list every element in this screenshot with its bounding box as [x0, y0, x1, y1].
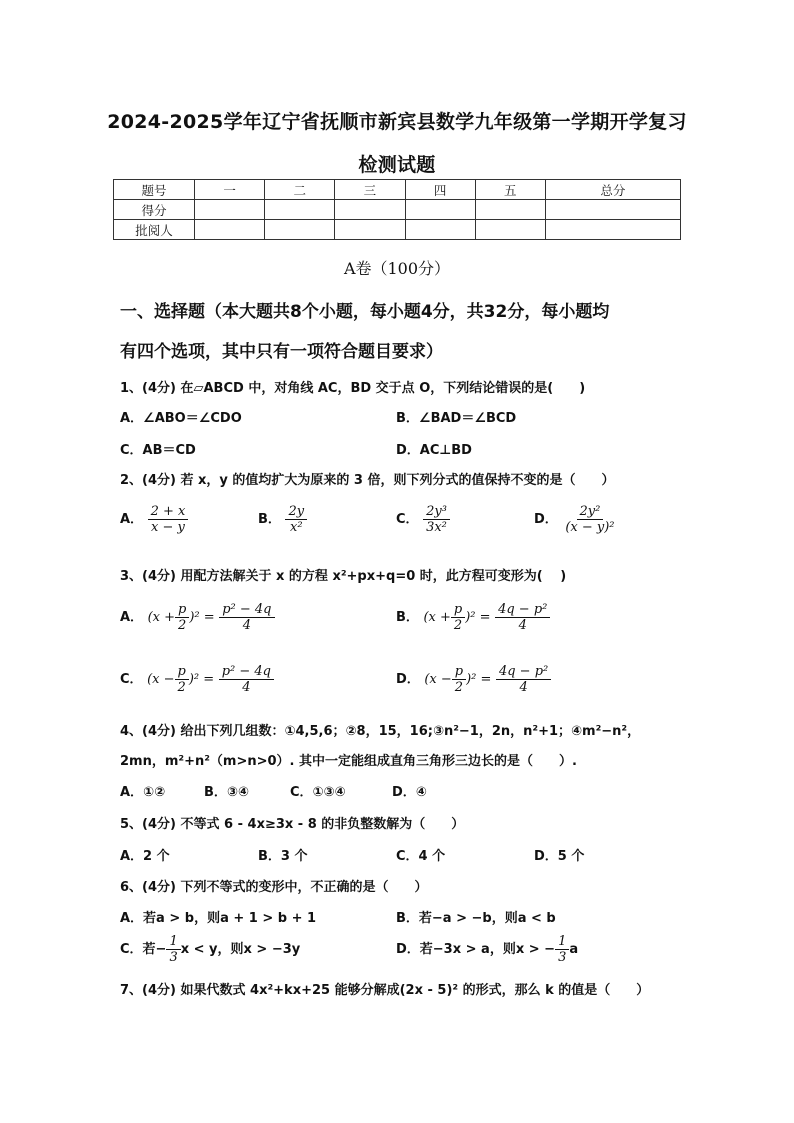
question-5-option-d[interactable]: D．5 个	[534, 849, 585, 864]
fraction	[495, 602, 550, 633]
option-label: A．	[120, 610, 144, 625]
fraction	[285, 504, 307, 535]
question-3-option-b[interactable]	[396, 602, 550, 633]
score-cell[interactable]	[475, 220, 545, 240]
fraction	[555, 934, 569, 965]
option-label: A．	[120, 512, 144, 527]
question-2-stem: 2、(4分) 若 x，y 的值均扩大为原来的 3 倍，则下列分式的值保持不变的是（ ）	[120, 473, 615, 488]
question-6-option-d[interactable]	[396, 934, 578, 965]
score-header-cell: 五	[475, 180, 545, 200]
expr-close: )² =	[465, 610, 491, 625]
option-label: B．	[258, 512, 281, 527]
fraction	[423, 504, 450, 535]
denominator: 2	[453, 618, 463, 633]
denominator: (x − y)²	[565, 520, 615, 535]
fraction	[175, 664, 189, 695]
fraction	[148, 504, 189, 535]
question-5-option-b[interactable]: B．3 个	[258, 849, 308, 864]
score-table-header-row	[114, 180, 681, 200]
score-cell[interactable]	[545, 200, 680, 220]
expr-close: )² =	[466, 672, 492, 687]
numerator: 2y³	[423, 504, 450, 520]
question-2-option-a[interactable]	[120, 504, 188, 535]
score-row-label: 得分	[114, 200, 195, 220]
option-text: a	[569, 942, 579, 957]
option-label: D．	[396, 672, 420, 687]
question-3-option-a[interactable]	[120, 602, 275, 633]
option-label: C．	[120, 672, 143, 687]
score-cell[interactable]	[405, 200, 475, 220]
option-label: C．	[396, 512, 419, 527]
score-cell[interactable]	[335, 220, 405, 240]
fraction	[219, 602, 274, 633]
denominator: 4	[518, 618, 527, 633]
score-cell[interactable]	[545, 220, 680, 240]
score-cell[interactable]	[265, 220, 335, 240]
question-1-option-b[interactable]: B．∠BAD＝∠BCD	[396, 411, 517, 426]
question-2-option-d[interactable]	[534, 504, 618, 535]
question-3-option-c[interactable]	[120, 664, 274, 695]
score-header-cell: 四	[405, 180, 475, 200]
numerator: p	[175, 602, 189, 618]
fraction	[562, 504, 617, 535]
fraction	[496, 664, 551, 695]
numerator: 2y²	[577, 504, 604, 520]
reviewer-row-label: 批阅人	[114, 220, 195, 240]
question-4-option-d[interactable]: D．④	[392, 785, 427, 800]
question-3-option-d[interactable]	[396, 664, 551, 695]
denominator: 2	[177, 680, 186, 695]
score-header-cell: 一	[195, 180, 265, 200]
question-1-option-c[interactable]: C．AB＝CD	[120, 443, 196, 458]
numerator: 4q − p²	[496, 664, 551, 680]
question-5-stem: 5、(4分) 不等式 6 - 4x≥3x - 8 的非负整数解为（ ）	[120, 817, 465, 832]
score-cell[interactable]	[335, 200, 405, 220]
score-header-cell: 三	[335, 180, 405, 200]
numerator: p	[175, 664, 189, 680]
score-row	[114, 200, 681, 220]
title-line-1: 2024-2025学年辽宁省抚顺市新宾县数学九年级第一学期开学复习	[107, 111, 687, 133]
denominator: 2	[178, 618, 187, 633]
option-label: B．	[396, 610, 419, 625]
denominator: 3x²	[426, 520, 447, 535]
expr-open: (x +	[423, 610, 451, 625]
numerator: 1	[166, 934, 180, 950]
numerator: 2y	[285, 504, 307, 520]
question-4-option-c[interactable]: C．①③④	[290, 785, 346, 800]
expr-open: (x −	[147, 672, 175, 687]
numerator: p	[451, 602, 465, 618]
score-header-cell: 题号	[114, 180, 195, 200]
denominator: 4	[519, 680, 528, 695]
expr-close: )² =	[188, 672, 215, 687]
option-label: D．	[534, 512, 558, 527]
question-4-option-b[interactable]: B．③④	[204, 785, 249, 800]
question-2-option-b[interactable]	[258, 504, 307, 535]
expr-close: )² =	[189, 610, 215, 625]
question-1-option-d[interactable]: D．AC⊥BD	[396, 443, 472, 458]
option-text: D．若−3x > a，则x > −	[396, 942, 556, 957]
numerator: 4q − p²	[495, 602, 550, 618]
fraction	[166, 934, 180, 965]
question-6-stem: 6、(4分) 下列不等式的变形中，不正确的是（ ）	[120, 880, 428, 895]
numerator: p² − 4q	[219, 602, 274, 618]
section-heading-line-1: 一、选择题（本大题共8个小题，每小题4分，共32分，每小题均	[120, 302, 610, 322]
paper-label: A卷（100分）	[343, 259, 451, 278]
score-cell[interactable]	[265, 200, 335, 220]
fraction	[451, 602, 465, 633]
question-6-option-a[interactable]: A．若a > b，则a + 1 > b + 1	[120, 911, 317, 926]
question-7-stem: 7、(4分) 如果代数式 4x²+kx+25 能够分解成(2x - 5)² 的形式，那么 k 的值是（ ）	[120, 983, 650, 998]
score-table	[113, 179, 681, 240]
section-heading-line-2: 有四个选项，其中只有一项符合题目要求）	[120, 342, 443, 362]
denominator: 3	[169, 950, 178, 965]
score-cell[interactable]	[195, 220, 265, 240]
title-line-2: 检测试题	[358, 154, 436, 176]
numerator: p	[452, 664, 466, 680]
question-2-option-c[interactable]	[396, 504, 450, 535]
expr-open: (x −	[424, 672, 452, 687]
question-6-option-c[interactable]	[120, 934, 300, 965]
numerator: p² − 4q	[219, 664, 274, 680]
question-4-line-1: 4、(4分) 给出下列几组数：①4,5,6；②8，15，16;③n²−1，2n，n²+1；④m²−n²，	[120, 724, 641, 739]
fraction	[219, 664, 274, 695]
question-5-option-a[interactable]: A．2 个	[120, 849, 170, 864]
question-4-option-a[interactable]: A．①②	[120, 785, 166, 800]
score-cell[interactable]	[405, 220, 475, 240]
denominator: 2	[454, 680, 464, 695]
question-4-line-2: 2mn，m²+n²（m>n>0）. 其中一定能组成直角三角形三边长的是（ ）.	[120, 754, 577, 769]
numerator: 1	[555, 934, 569, 950]
fraction	[175, 602, 189, 633]
denominator: x − y	[151, 520, 185, 535]
score-header-cell: 二	[265, 180, 335, 200]
question-1-option-a[interactable]: A．∠ABO＝∠CDO	[120, 411, 242, 426]
question-5-option-c[interactable]: C．4 个	[396, 849, 446, 864]
option-text: C．若−	[120, 942, 167, 957]
fraction	[452, 664, 466, 695]
denominator: x²	[289, 520, 303, 535]
question-3-stem: 3、(4分) 用配方法解关于 x 的方程 x²+px+q=0 时，此方程可变形为( )	[120, 569, 567, 584]
question-1-stem: 1、(4分) 在▱ABCD 中，对角线 AC，BD 交于点 O，下列结论错误的是( )	[120, 381, 586, 396]
reviewer-row	[114, 220, 681, 240]
denominator: 4	[242, 618, 251, 633]
score-cell[interactable]	[475, 200, 545, 220]
numerator: 2 + x	[148, 504, 189, 520]
expr-open: (x +	[147, 610, 176, 625]
denominator: 3	[558, 950, 567, 965]
score-cell[interactable]	[195, 200, 265, 220]
score-header-cell: 总分	[545, 180, 680, 200]
option-text: x < y，则x > −3y	[180, 942, 301, 957]
denominator: 4	[242, 680, 251, 695]
question-6-option-b[interactable]: B．若−a > −b，则a < b	[396, 911, 556, 926]
